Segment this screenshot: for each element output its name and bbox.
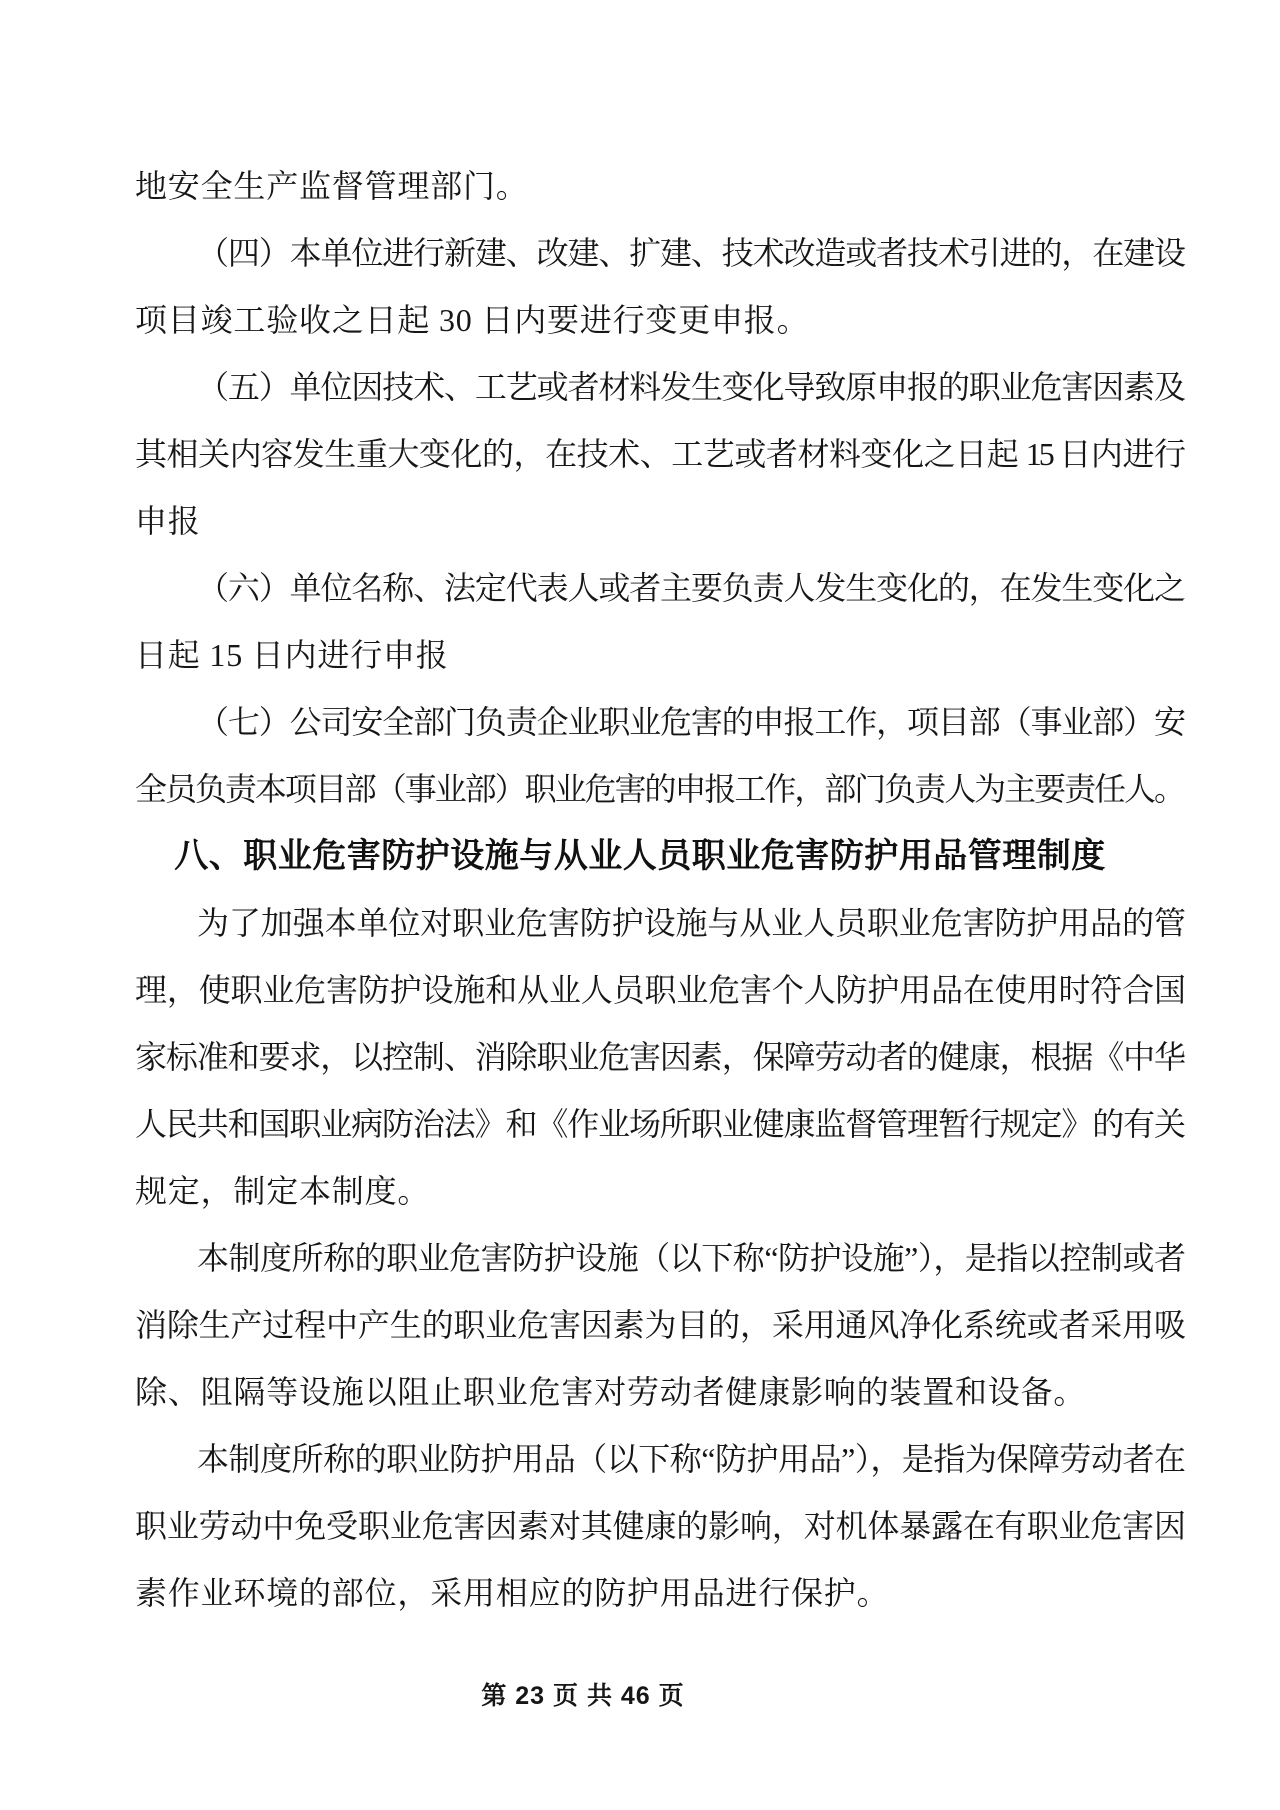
body-line: 消除生产过程中产生的职业危害因素为目的，采用通风净化系统或者采用吸	[135, 1307, 1183, 1343]
body-line: 全员负责本项目部（事业部）职业危害的申报工作，部门负责人为主要责任人。	[135, 771, 1183, 807]
body-line: 职业劳动中免受职业危害因素对其健康的影响，对机体暴露在有职业危害因	[135, 1508, 1183, 1544]
body-line: 本制度所称的职业危害防护设施（以下称“防护设施”），是指以控制或者	[197, 1240, 1183, 1276]
body-line: 其相关内容发生重大变化的，在技术、工艺或者材料变化之日起 15 日内进行	[135, 436, 1183, 472]
body-line: 规定，制定本制度。	[135, 1173, 431, 1209]
page-footer: 第 23 页 共 46 页	[481, 1682, 685, 1710]
body-line: （五）单位因技术、工艺或者材料发生变化导致原申报的职业危害因素及	[197, 369, 1183, 405]
body-line: 项目竣工验收之日起 30 日内要进行变更申报。	[135, 302, 810, 338]
body-line: 理，使职业危害防护设施和从业人员职业危害个人防护用品在使用时符合国	[135, 972, 1183, 1008]
body-line: 人民共和国职业病防治法》和《作业场所职业健康监督管理暂行规定》的有关	[135, 1106, 1183, 1142]
body-line: （七）公司安全部门负责企业职业危害的申报工作，项目部（事业部）安	[197, 704, 1183, 740]
body-line: 地安全生产监督管理部门。	[135, 168, 529, 204]
body-line: （六）单位名称、法定代表人或者主要负责人发生变化的，在发生变化之	[197, 570, 1183, 606]
body-line: 素作业环境的部位，采用相应的防护用品进行保护。	[135, 1575, 890, 1611]
body-line: 家标准和要求，以控制、消除职业危害因素，保障劳动者的健康，根据《中华	[135, 1039, 1183, 1075]
body-line: 除、阻隔等设施以阻止职业危害对劳动者健康影响的装置和设备。	[135, 1374, 1087, 1410]
body-line: 日起 15 日内进行申报	[135, 637, 449, 673]
body-line: 为了加强本单位对职业危害防护设施与从业人员职业危害防护用品的管	[197, 905, 1183, 941]
body-line: 本制度所称的职业防护用品（以下称“防护用品”），是指为保障劳动者在	[197, 1441, 1183, 1477]
section-heading: 八、职业危害防护设施与从业人员职业危害防护用品管理制度	[174, 837, 1106, 875]
body-line: （四）本单位进行新建、改建、扩建、技术改造或者技术引进的，在建设	[197, 235, 1183, 271]
body-line: 申报	[135, 503, 201, 539]
